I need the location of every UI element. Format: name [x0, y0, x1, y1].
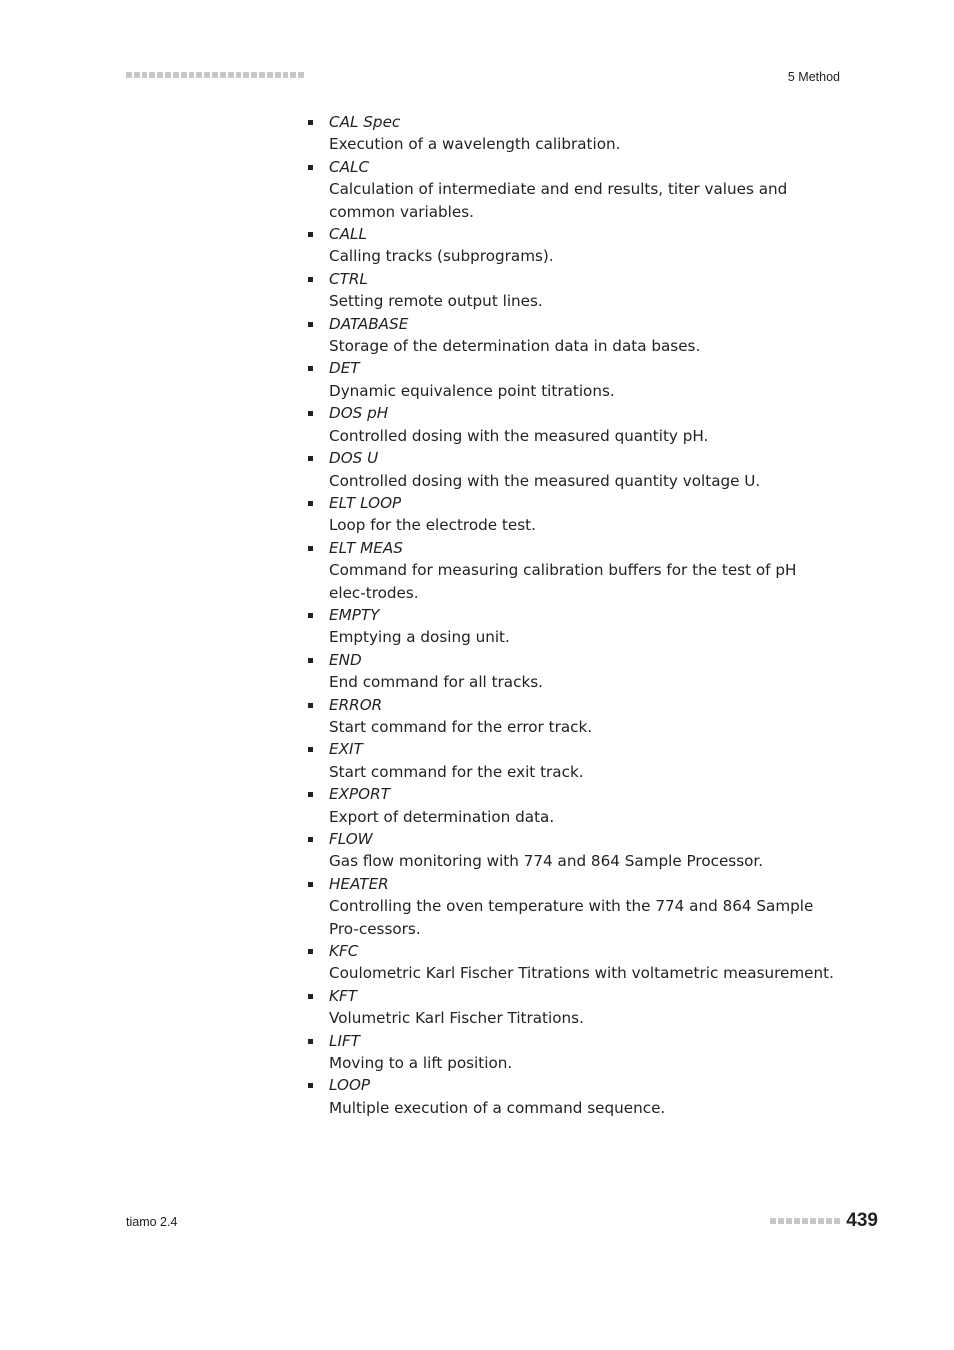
- command-name: HEATER: [329, 874, 389, 893]
- command-list: [306, 111, 836, 1119]
- bullet-icon: [308, 882, 313, 887]
- command-description: Calculation of intermediate and end results, titer values and common variables.: [329, 180, 788, 221]
- command-description: Controlling the oven temperature with the 774 and 864 Sample Pro-cessors.: [329, 897, 814, 938]
- bullet-icon: [308, 949, 313, 954]
- bullet-icon: [308, 658, 313, 663]
- footer-page-marker: [770, 1210, 878, 1232]
- list-item: [306, 156, 836, 223]
- bullet-icon: [308, 456, 313, 461]
- bullet-icon: [308, 322, 313, 327]
- list-item: [306, 694, 836, 739]
- bullet-icon: [308, 546, 313, 551]
- list-item: [306, 537, 836, 604]
- command-description: Calling tracks (subprograms).: [329, 247, 554, 266]
- bullet-icon: [308, 165, 313, 170]
- command-name: KFT: [329, 986, 357, 1005]
- command-name: ERROR: [329, 695, 383, 714]
- list-item: [306, 604, 836, 649]
- command-description: Command for measuring calibration buffers for the test of pH elec-trodes.: [329, 561, 797, 602]
- list-item: [306, 649, 836, 694]
- bullet-icon: [308, 411, 313, 416]
- list-item: [306, 828, 836, 873]
- list-item: [306, 738, 836, 783]
- command-description: Controlled dosing with the measured quantity voltage U.: [329, 471, 761, 490]
- command-name: ELT LOOP: [329, 493, 402, 512]
- command-name: CALL: [329, 225, 367, 244]
- command-description: Moving to a lift position.: [329, 1054, 513, 1073]
- command-name: DATABASE: [329, 314, 409, 333]
- command-description: Execution of a wavelength calibration.: [329, 135, 621, 154]
- command-description: Setting remote output lines.: [329, 292, 543, 311]
- list-item: [306, 402, 836, 447]
- command-name: CAL Spec: [329, 113, 401, 131]
- command-description: Start command for the error track.: [329, 717, 593, 736]
- command-name: LIFT: [329, 1031, 360, 1050]
- command-description: Controlled dosing with the measured quantity pH.: [329, 426, 709, 445]
- list-item: [306, 268, 836, 313]
- bullet-icon: [308, 1083, 313, 1088]
- bullet-icon: [308, 501, 313, 506]
- bullet-icon: [308, 366, 313, 371]
- bullet-icon: [308, 747, 313, 752]
- bullet-icon: [308, 120, 313, 125]
- command-name: FLOW: [329, 830, 373, 848]
- command-name: DOS U: [329, 449, 379, 468]
- command-description: End command for all tracks.: [329, 673, 543, 692]
- command-name: DET: [329, 359, 360, 378]
- command-description: Gas flow monitoring with 774 and 864 Sample Processor.: [329, 852, 764, 871]
- command-description: Storage of the determination data in data bases.: [329, 337, 701, 356]
- list-item: [306, 447, 836, 492]
- running-header-chapter: 5 Method: [787, 70, 840, 84]
- footer-product-name: tiamo 2.4: [126, 1215, 178, 1229]
- list-item: [306, 985, 836, 1030]
- list-item: [306, 492, 836, 537]
- bullet-icon: [308, 994, 313, 999]
- bullet-icon: [308, 703, 313, 708]
- command-description: Start command for the exit track.: [329, 762, 584, 781]
- bullet-icon: [308, 837, 313, 842]
- bullet-icon: [308, 613, 313, 618]
- command-name: EXPORT: [329, 785, 390, 804]
- command-name: LOOP: [329, 1076, 371, 1095]
- list-item: [306, 223, 836, 268]
- command-name: EMPTY: [329, 605, 380, 624]
- command-name: CALC: [329, 157, 370, 176]
- command-description: Volumetric Karl Fischer Titrations.: [329, 1009, 584, 1028]
- command-description: Export of determination data.: [329, 807, 555, 826]
- command-description: Coulometric Karl Fischer Titrations with voltametric measurement.: [329, 964, 834, 983]
- list-item: [306, 1030, 836, 1075]
- command-description: Multiple execution of a command sequence.: [329, 1098, 666, 1117]
- bullet-icon: [308, 792, 313, 797]
- header-decoration: [126, 72, 306, 80]
- command-name: END: [329, 650, 362, 669]
- command-name: DOS pH: [329, 404, 389, 423]
- command-name: EXIT: [329, 740, 363, 759]
- footer-decoration: [770, 1218, 842, 1224]
- page-number: 439: [846, 1210, 878, 1231]
- list-item: [306, 111, 836, 156]
- list-item: [306, 783, 836, 828]
- list-item: [306, 873, 836, 940]
- command-name: CTRL: [329, 269, 368, 288]
- bullet-icon: [308, 277, 313, 282]
- list-item: [306, 357, 836, 402]
- bullet-icon: [308, 232, 313, 237]
- command-description: Loop for the electrode test.: [329, 516, 536, 535]
- list-item: [306, 1074, 836, 1119]
- bullet-icon: [308, 1039, 313, 1044]
- command-name: ELT MEAS: [329, 538, 403, 557]
- list-item: [306, 313, 836, 358]
- command-description: Dynamic equivalence point titrations.: [329, 381, 615, 400]
- command-name: KFC: [329, 942, 359, 961]
- command-description: Emptying a dosing unit.: [329, 628, 510, 647]
- list-item: [306, 940, 836, 985]
